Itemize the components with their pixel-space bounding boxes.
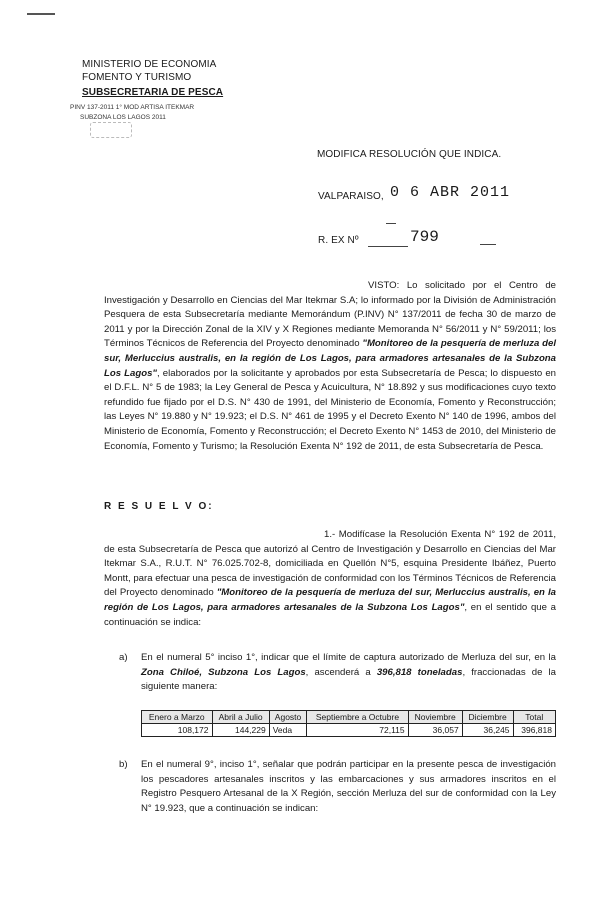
table-cell: 36,245: [462, 724, 513, 737]
item-a-label: a): [119, 652, 128, 663]
subsecretaria-name: SUBSECRETARIA DE PESCA: [82, 87, 224, 98]
rex-mark: [386, 223, 396, 224]
table-row: [142, 724, 556, 737]
article-1-text: 1.- Modifícase la Resolución Exenta N° 192 de 2011, de esta Subsecretaría de Pesca que autorizó al Centro de Investigación y Desarrollo en Ciencias del Mar Itekmar S.A., R.U.T. N° 76.025.702-8, domiciliada en Quellón N°5, esquina Presidente Ibáñez, Puerto Montt, para efectuar una pesca de investigación de conformidad con los Términos Técnicos de Referencia del Proyecto denominado: [104, 529, 556, 599]
table-header-cell: Diciembre: [462, 711, 513, 724]
article-1-paragraph: [104, 528, 556, 630]
item-a-text: En el numeral 5° inciso 1°, indicar que el límite de captura autorizado de Merluza del sur, en la: [141, 652, 556, 663]
rex-underline-left: [368, 246, 408, 247]
item-a-amount: 396,818 toneladas: [376, 666, 463, 678]
item-a-zone: Zona Chiloé, Subzona Los Lagos: [141, 666, 306, 678]
resuelvo-heading: R E S U E L V O:: [104, 501, 214, 512]
table-header-cell: Noviembre: [408, 711, 462, 724]
reference-line-1: PINV 137-2011 1° MOD ARTISA ITEKMAR: [70, 104, 195, 111]
table-header-cell: Abril a Julio: [212, 711, 269, 724]
article-1-project-name: "Monitoreo de la pesquería de merluza del sur, Merluccius australis, en la región de Los Lagos, para armadores artesanales de la Subzona Los Lagos": [104, 587, 556, 613]
table-cell: 108,172: [142, 724, 213, 737]
rex-number: 799: [410, 228, 439, 246]
scan-mark: [27, 13, 55, 15]
rex-underline-right: [480, 244, 496, 245]
table-header-cell: Septiembre a Octubre: [307, 711, 408, 724]
ministry-subname: FOMENTO Y TURISMO: [82, 72, 192, 83]
rex-label: R. EX Nº: [318, 235, 359, 246]
item-b-paragraph: En el numeral 9°, inciso 1°, señalar que podrán participar en la presente pesca de investigación los pescadores artesanales inscritos y las embarcaciones y sus armadores inscritos en el Registro Pesquero Artesanal de la X Región, sección Merluza del sur de conformidad con la Ley N° 19.923, que a continuación se indican:: [141, 759, 556, 814]
table-cell: 36,057: [408, 724, 462, 737]
reference-line-2: SUBZONA LOS LAGOS 2011: [80, 114, 166, 121]
catch-distribution-table: [141, 710, 556, 737]
place-label: VALPARAISO,: [318, 191, 384, 202]
visto-text-rest: , elaborados por la solicitante y aprobados por esta Subsecretaría de Pesca; lo dispuesto en el D.F.L. N° 5 de 1983; la Ley General de Pesca y Acuicultura, N° 18.892 y sus modificaciones cuyo texto refundido fue fijado por el D.S. N° 430 de 1991, del Ministerio de Economía, Fomento y Reconstrucción; las Leyes N° 19.880 y N° 19.923; el D.S. N° 461 de 1995 y el Decreto Exento N° 140 de 1996, ambos del Ministerio de Economía, Fomento y Reconstrucción; el Decreto Exento N° 1453 de 2010, del Ministerio de Economía, Fomento y Turismo; la Resolución Exenta N° 192 de 2011, de esta Subsecretaría de Pesca.: [104, 367, 556, 452]
item-a-paragraph: [141, 651, 556, 695]
item-a-text-3: , fraccionadas de la siguiente manera:: [141, 666, 556, 693]
table-header-cell: Total: [513, 711, 555, 724]
item-b-label: b): [119, 759, 128, 770]
visto-project-name: "Monitoreo de la pesquería de merluza del sur, Merluccius australis, en la región de Los Lagos, para armadores artesanales de la Subzona Los Lagos": [104, 338, 556, 379]
table-cell: 72,115: [307, 724, 408, 737]
table-header-cell: Agosto: [269, 711, 307, 724]
issue-date-stamp: 0 6 ABR 2011: [390, 184, 511, 201]
table-cell: Veda: [269, 724, 307, 737]
article-1-end: , en el sentido que a continuación se indica:: [104, 601, 556, 628]
table-cell: 144,229: [212, 724, 269, 737]
table-header-cell: Enero a Marzo: [142, 711, 213, 724]
faded-stamp: [90, 122, 132, 138]
table-cell: 396,818: [513, 724, 555, 737]
ministry-name: MINISTERIO DE ECONOMIA: [82, 59, 217, 70]
table-header-row: [142, 711, 556, 724]
item-a-text-2: , ascenderá a: [305, 666, 371, 678]
visto-paragraph: [104, 279, 556, 454]
document-title: MODIFICA RESOLUCIÓN QUE INDICA.: [317, 149, 502, 160]
visto-text: VISTO: Lo solicitado por el Centro de Investigación y Desarrollo en Ciencias del Mar Itekmar S.A; lo informado por la División de Administración Pesquera de esta Subsecretaría mediante Memorándum (P.INV) N° 137/2011 de fecha 30 de marzo de 2011 y por la Dirección Zonal de la XIV y X Regiones mediante Memoranda N° 56/2011 y N° 59/2011; los Términos Técnicos de Referencia del Proyecto denominado: [104, 280, 556, 350]
